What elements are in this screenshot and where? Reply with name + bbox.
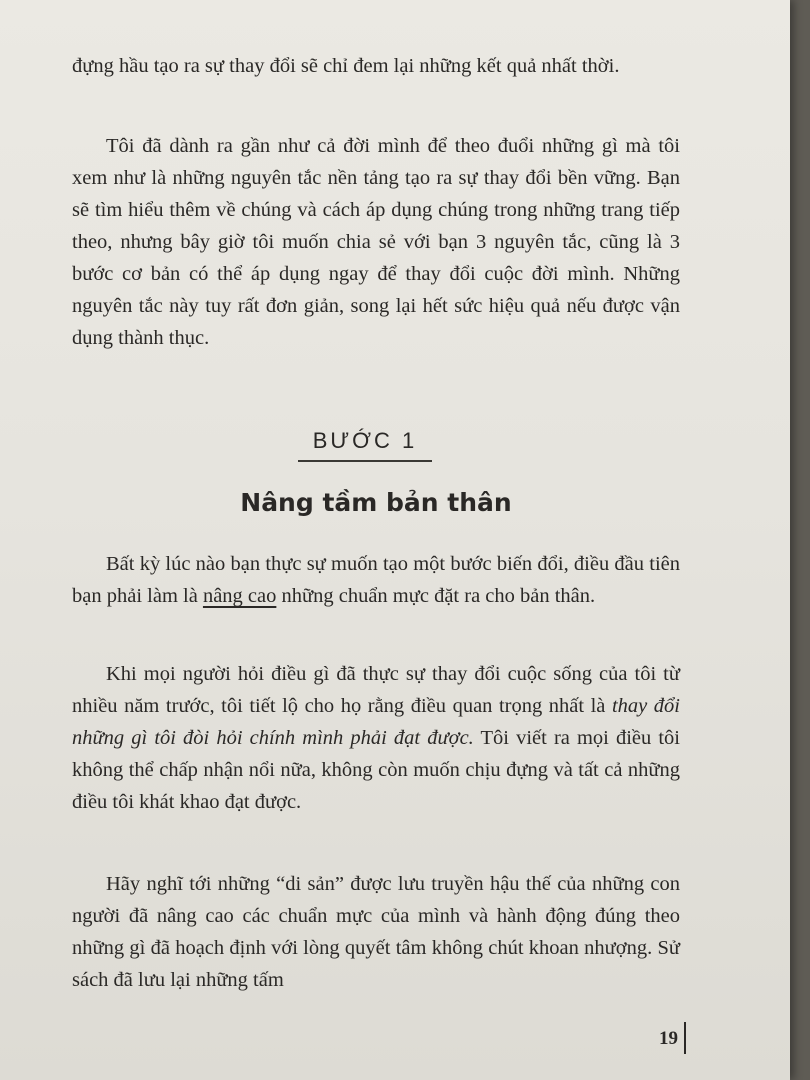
italic-phrase: thay đổi những gì tôi đòi hỏi chính mình phải đạt được. (72, 695, 680, 749)
page-number: 19 (659, 1028, 678, 1049)
paragraph-text: Khi mọi người hỏi điều gì đã thực sự thay đổi cuộc sống của tôi từ nhiều năm trước, tôi tiết lộ cho họ rằng điều quan trọng nhất là (72, 663, 680, 717)
step-underline-divider (298, 460, 432, 462)
section-heading: Nâng tầm bản thân (240, 488, 512, 517)
underlined-phrase: nâng cao (202, 585, 277, 607)
paragraph-principles (72, 130, 680, 354)
paragraph-what-changed (72, 658, 680, 818)
paragraph-text: Tôi đã dành ra gần như cả đời mình để theo đuổi những gì mà tôi xem như là những nguyên tắc nền tảng tạo ra sự thay đổi bền vững. Bạn sẽ tìm hiểu thêm về chúng và cách áp dụng chúng trong những trang tiếp theo, nhưng bây giờ tôi muốn chia sẻ với bạn 3 nguyên tắc, cũng là 3 bước cơ bản có thể áp dụng ngay để thay đổi cuộc đời mình. Những nguyên tắc này tuy rất đơn giản, song lại hết sức hiệu quả nếu được vận dụng thành thục. (72, 135, 680, 349)
paragraph-continued (72, 50, 680, 82)
page-number-bar (684, 1022, 686, 1054)
paragraph-raise-standards (72, 548, 680, 612)
paragraph-text: Bất kỳ lúc nào bạn thực sự muốn tạo một bước biến đổi, điều đầu tiên bạn phải làm là (72, 553, 680, 607)
paragraph-legacy (72, 868, 680, 996)
paragraph-text: những chuẩn mực đặt ra cho bản thân. (276, 585, 596, 607)
paragraph-text: đựng hầu tạo ra sự thay đổi sẽ chỉ đem lại những kết quả nhất thời. (72, 55, 620, 77)
paragraph-text: Tôi viết ra mọi điều tôi không thể chấp nhận nổi nữa, không còn muốn chịu đựng và tất cả những điều tôi khát khao đạt được. (72, 727, 680, 813)
paragraph-text: Hãy nghĩ tới những “di sản” được lưu truyền hậu thế của những con người đã nâng cao các chuẩn mực của mình và hành động đúng theo những gì đã hoạch định với lòng quyết tâm không chút khoan nhượng. Sử sách đã lưu lại những tấm (72, 873, 680, 991)
step-label: BƯỚC 1 (312, 428, 418, 453)
